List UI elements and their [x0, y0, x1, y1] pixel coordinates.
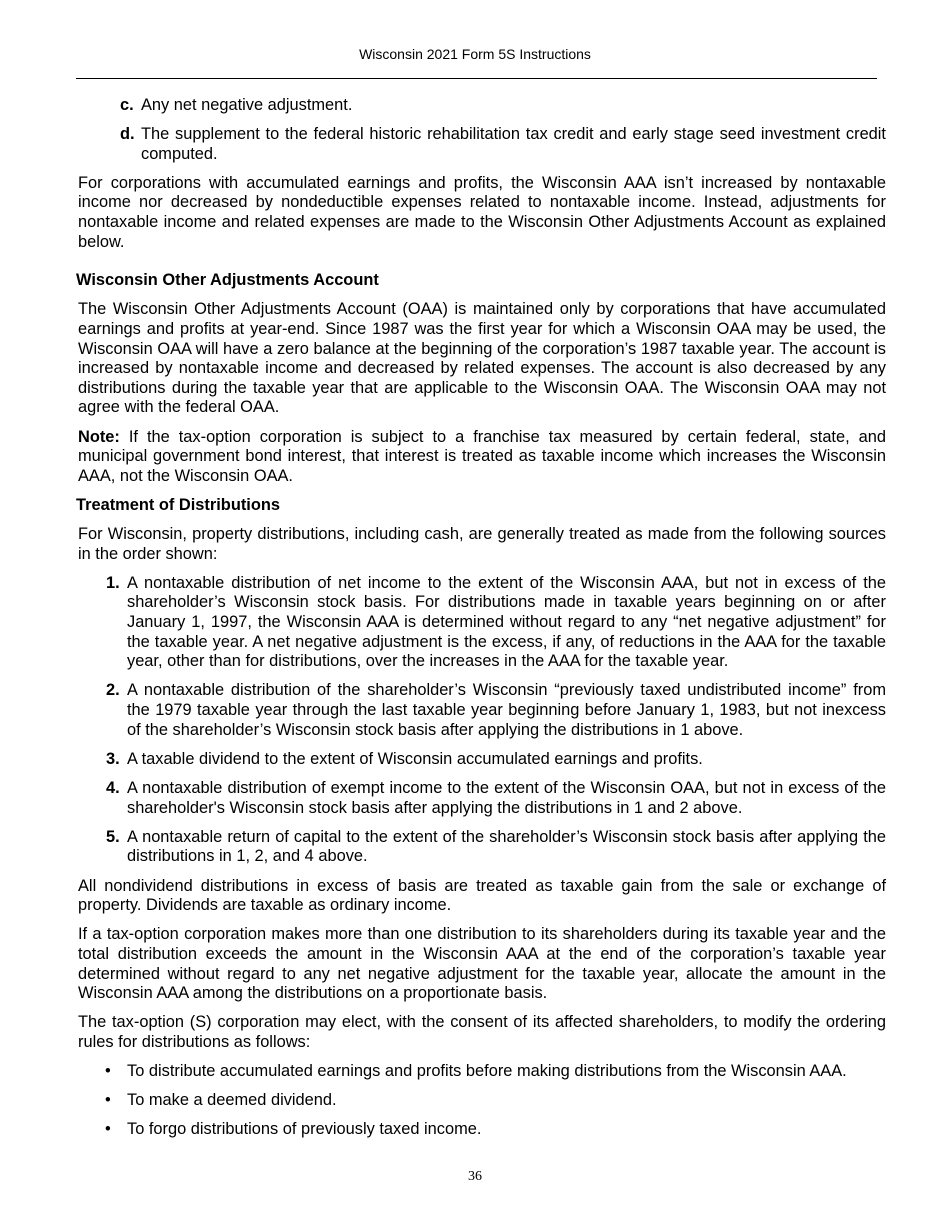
list-item-text: A taxable dividend to the extent of Wisconsin accumulated earnings and profits. — [127, 749, 703, 768]
list-item-number: 3. — [106, 749, 120, 768]
section-heading-oaa: Wisconsin Other Adjustments Account — [76, 271, 379, 290]
page-content — [78, 96, 886, 1150]
list-item-number: 4. — [106, 778, 120, 797]
election-bullet-list — [78, 1062, 886, 1140]
header-divider — [76, 78, 877, 79]
note-label: Note: — [78, 427, 120, 446]
list-item-text: A nontaxable distribution of exempt income to the extent of the Wisconsin OAA, but not in excess of the shareholder's Wisconsin stock basis after applying the distributions in 1 and 2 above. — [127, 778, 886, 817]
list-item-number: 5. — [106, 827, 120, 846]
list-item-text: The supplement to the federal historic rehabilitation tax credit and early stage seed investment credit computed. — [141, 125, 886, 163]
list-item-text: To make a deemed dividend. — [127, 1091, 337, 1110]
list-item — [78, 1120, 886, 1140]
list-item-text: A nontaxable return of capital to the extent of the shareholder’s Wisconsin stock basis after applying the distributions in 1, 2, and 4 above. — [127, 827, 886, 866]
note-text: If the tax-option corporation is subject to a franchise tax measured by certain federal, state, and municipal government bond interest, that interest is treated as taxable income which increases the Wisconsin AAA, not the Wisconsin OAA. — [78, 427, 886, 485]
list-item-label: d. — [120, 125, 135, 144]
intro-paragraph: For corporations with accumulated earnings and profits, the Wisconsin AAA isn’t increased by nontaxable income nor decreased by nondeductible expenses related to nontaxable income. Instead, adjustments for nontaxable income and related expenses are made to the Wisconsin Other Adjustments Account as explained below. — [78, 173, 886, 251]
bullet-icon: • — [105, 1091, 111, 1110]
list-item — [78, 828, 886, 867]
distribution-order-list — [78, 574, 886, 867]
bullet-icon: • — [105, 1120, 111, 1139]
distributions-intro: For Wisconsin, property distributions, including cash, are generally treated as made from the following sources in the order shown: — [78, 525, 886, 563]
oaa-paragraph: The Wisconsin Other Adjustments Account (OAA) is maintained only by corporations that have accumulated earnings and profits at year-end. Since 1987 was the first year for which a Wisconsin OAA may be used, the Wisconsin OAA will have a zero balance at the beginning of the corporation’s 1987 taxable year. The account is increased by nontaxable income and decreased by related expenses. The account is also decreased by any distributions during the taxable year that are applicable to the Wisconsin OAA. The Wisconsin OAA may not agree with the federal OAA. — [78, 300, 886, 417]
list-item — [78, 96, 886, 116]
nondividend-paragraph: All nondividend distributions in excess of basis are treated as taxable gain from the sale or exchange of property. Dividends are taxable as ordinary income. — [78, 876, 886, 915]
list-item-label: c. — [120, 96, 134, 114]
list-item — [78, 1091, 886, 1111]
bullet-icon: • — [105, 1062, 111, 1081]
list-item-text: A nontaxable distribution of net income to the extent of the Wisconsin AAA, but not in excess of the shareholder’s Wisconsin stock basis. For distributions made in taxable years beginning on or after January 1, 1997, the Wisconsin AAA is determined without regard to any “net negative adjustment” for the taxable year. A net negative adjustment is the excess, if any, of reductions in the AAA for the taxable year, other than for distributions, over the increases in the AAA for the taxable year. — [127, 573, 886, 671]
list-item — [78, 574, 886, 672]
list-item — [78, 681, 886, 740]
note-paragraph — [78, 428, 886, 487]
list-item — [78, 1062, 886, 1082]
multiple-distribution-paragraph: If a tax-option corporation makes more than one distribution to its shareholders during its taxable year and the total distribution exceeds the amount in the Wisconsin AAA at the end of the corporation’s taxable year determined without regard to any net negative adjustment for the taxable year, allocate the amount in the Wisconsin AAA among the distributions on a proportionate basis. — [78, 925, 886, 1003]
list-item — [78, 125, 886, 164]
list-item-text: A nontaxable distribution of the shareholder’s Wisconsin “previously taxed undistributed income” from the 1979 taxable year through the last taxable year beginning before January 1, 1983, but not inexcess of the shareholder’s Wisconsin stock basis after applying the distributions in 1 above. — [127, 681, 886, 739]
list-item-text: To distribute accumulated earnings and profits before making distributions from the Wisconsin AAA. — [127, 1062, 847, 1081]
page-header-title: Wisconsin 2021 Form 5S Instructions — [359, 46, 591, 62]
list-item-text: To forgo distributions of previously taxed income. — [127, 1120, 482, 1139]
list-item-number: 2. — [106, 681, 120, 700]
intro-list — [78, 96, 886, 164]
election-paragraph: The tax-option (S) corporation may elect, with the consent of its affected shareholders, to modify the ordering rules for distributions as follows: — [78, 1013, 886, 1051]
list-item — [78, 750, 886, 770]
list-item — [78, 779, 886, 818]
list-item-number: 1. — [106, 573, 120, 592]
list-item-text: Any net negative adjustment. — [141, 96, 353, 114]
page-number: 36 — [468, 1169, 482, 1184]
section-heading-distributions: Treatment of Distributions — [76, 495, 280, 514]
